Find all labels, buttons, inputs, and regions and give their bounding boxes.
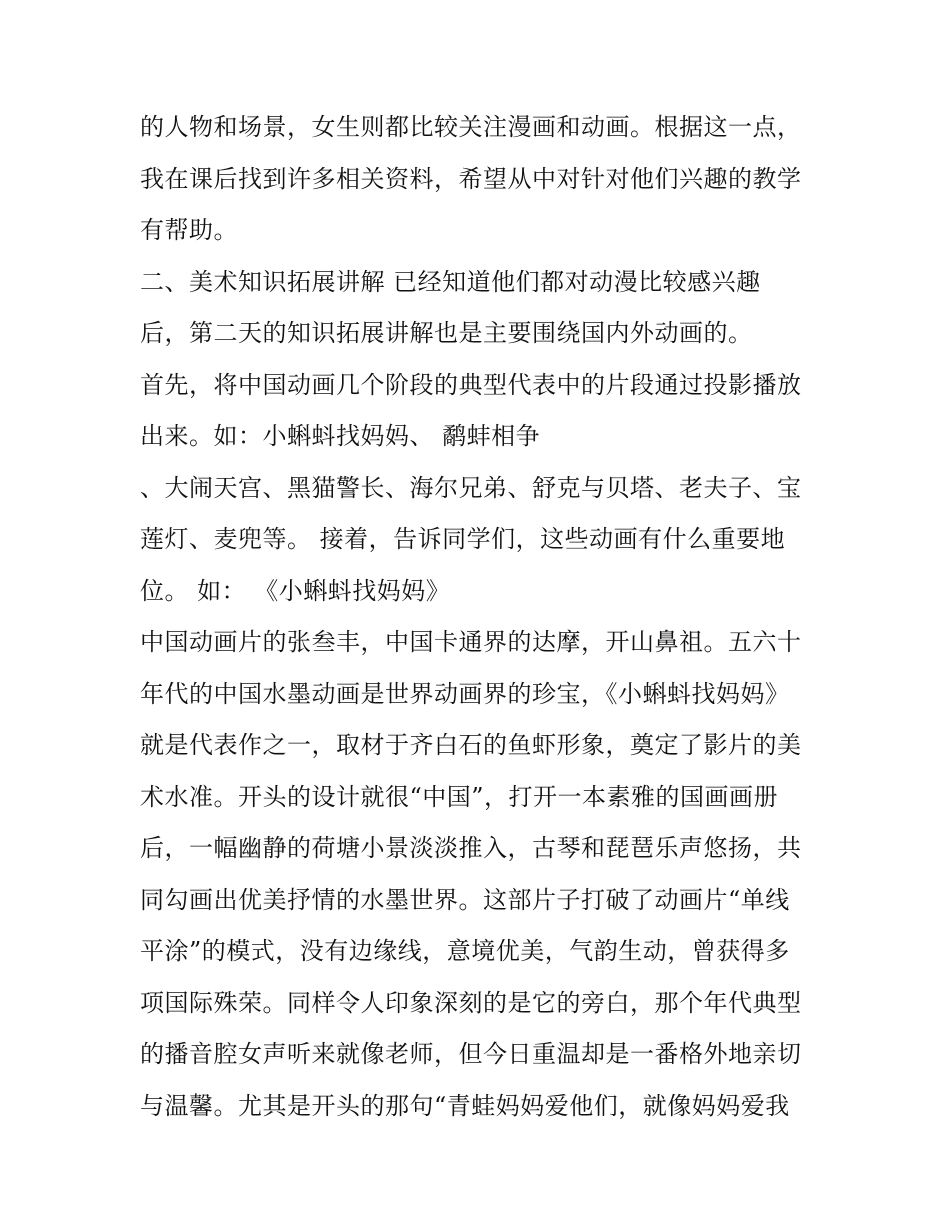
text-line: 就是代表作之一，取材于齐白石的鱼虾形象，奠定了影片的美 <box>140 731 802 759</box>
text-line: 、大闹天宫、黑猫警长、海尔兄弟、舒克与贝塔、老夫子、宝 <box>140 473 802 502</box>
text-line: 同勾画出优美抒情的水墨世界。这部片子打破了动画片“单线 <box>140 885 790 914</box>
text-line: 中国动画片的张叁丰，中国卡通界的达摩，开山鼻祖。五六十 <box>140 628 802 656</box>
text-line: 术水准。开头的设计就很“中国”，打开一本素雅的国画画册 <box>140 782 779 811</box>
text-line: 首先，将中国动画几个阶段的典型代表中的片段通过投影播放 <box>140 370 802 399</box>
text-line: 与温馨。尤其是开头的那句“青蛙妈妈爱他们，就像妈妈爱我 <box>140 1091 790 1120</box>
text-line: 出来。如：小蝌蚪找妈妈、 鹬蚌相争 <box>140 422 541 450</box>
text-line: 我在课后找到许多相关资料，希望从中对针对他们兴趣的教学 <box>140 164 802 193</box>
text-line: 位。 如： 《小蝌蚪找妈妈》 <box>140 576 451 605</box>
text-line: 年代的中国水墨动画是世界动画界的珍宝，《小蝌蚪找妈妈》 <box>140 679 790 708</box>
text-line: 莲灯、麦兜等。 接着，告诉同学们，这些动画有什么重要地 <box>140 525 786 553</box>
text-line: 的人物和场景，女生则都比较关注漫画和动画。根据这一点， <box>140 113 802 141</box>
document-body <box>140 102 820 1132</box>
text-line: 后，一幅幽静的荷塘小景淡淡推入，古琴和琵琶乐声悠扬，共 <box>140 834 802 862</box>
text-line: 有帮助。 <box>140 216 238 244</box>
text-line: 后，第二天的知识拓展讲解也是主要围绕国内外动画的。 <box>140 319 753 347</box>
text-line: 的播音腔女声听来就像老师，但今日重温却是一番格外地亲切 <box>140 1040 802 1068</box>
text-line: 平涂”的模式，没有边缘线，意境优美，气韵生动，曾获得多 <box>140 937 790 965</box>
text-line: 项国际殊荣。同样令人印象深刻的是它的旁白，那个年代典型 <box>140 988 802 1017</box>
section-heading-line: 二、美术知识拓展讲解 已经知道他们都对动漫比较感兴趣 <box>140 267 761 296</box>
